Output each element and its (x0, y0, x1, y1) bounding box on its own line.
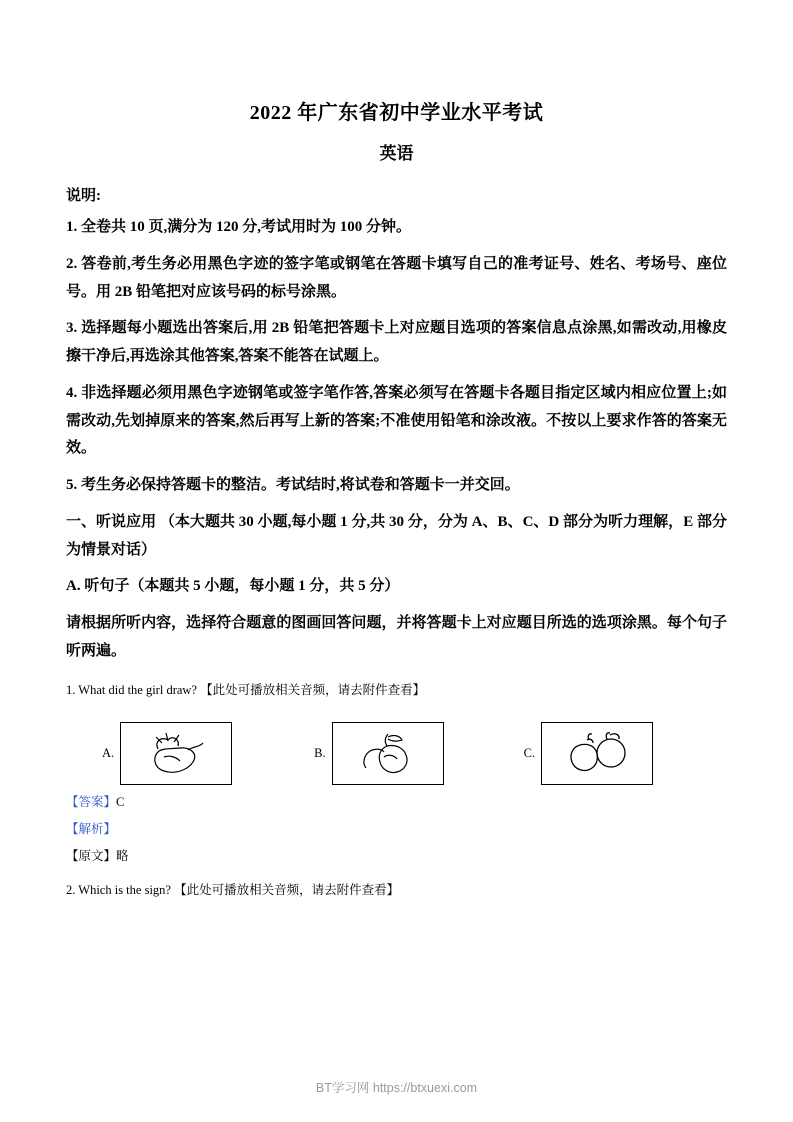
original-label: 【原文】 (66, 848, 117, 863)
option-a-label: A. (102, 745, 115, 760)
page-title: 2022 年广东省初中学业水平考试 (249, 102, 544, 124)
question-1-option-b[interactable] (314, 722, 443, 785)
instruction-item-5: 5. 考生务必保持答题卡的整洁。考试结时,将试卷和答题卡一并交回。 (66, 477, 520, 493)
question-2-stem: 2. Which is the sign? (66, 882, 171, 897)
instruction-item-1: 1. 全卷共 10 页,满分为 120 分,考试用时为 100 分钟。 (66, 219, 412, 235)
option-c-label: C. (523, 745, 536, 760)
answer-value: C (116, 794, 125, 809)
pear-picture (332, 722, 444, 785)
answer-label: 【答案】 (66, 794, 117, 809)
page-subtitle: 英语 (379, 144, 414, 163)
part-a-heading: A. 听句子（本题共 5 小题，每小题 1 分，共 5 分） (66, 578, 400, 595)
original-value: 略 (116, 848, 129, 863)
eggplant-picture (120, 722, 232, 785)
instructions-heading: 说明: (66, 188, 101, 204)
apples-picture (541, 722, 653, 785)
question-1-original (66, 846, 727, 866)
part-a-directions: 请根据所听内容，选择符合题意的图画回答问题，并将答题卡上对应题目所选的选项涂黑。每个句子听两遍。 (66, 615, 727, 659)
question-1-text (66, 680, 727, 700)
question-1-analysis-label: 【解析】 (66, 821, 117, 836)
option-b-label: B. (314, 745, 326, 760)
instruction-item-3: 3. 选择题每小题选出答案后,用 2B 铅笔把答题卡上对应题目选项的答案信息点涂黑,如需改动,用橡皮擦干净后,再选涂其他答案,答案不能答在试题上。 (66, 320, 727, 364)
instruction-item-2: 2. 答卷前,考生务必用黑色字迹的签字笔或钢笔在答题卡填写自己的准考证号、姓名、考场号、座位号。用 2B 铅笔把对应该号码的标号涂黑。 (66, 255, 727, 300)
section-one-heading: 一、听说应用 （本大题共 30 小题,每小题 1 分,共 30 分，分为 A、B、C、D 部分为听力理解，E 部分为情景对话） (66, 513, 727, 558)
instruction-item-4: 4. 非选择题必须用黑色字迹钢笔或签字笔作答,答案必须写在答题卡各题目指定区域内相应位置上;如需改动,先划掉原来的答案,然后再写上新的答案;不准使用铅笔和涂改液。不按以上要求作答的答案无效。 (66, 384, 727, 457)
watermark: BT学习网 https://btxuexi.com (315, 1081, 478, 1095)
question-1-answer (66, 792, 727, 812)
question-1-option-c[interactable] (524, 722, 653, 785)
question-1-option-a[interactable] (102, 722, 232, 785)
question-1-options (66, 722, 727, 785)
question-1-stem: 1. What did the girl draw? (66, 682, 197, 697)
question-2-text (66, 880, 727, 900)
question-1-audio-note: 【此处可播放相关音频，请去附件查看】 (200, 682, 426, 697)
question-2-audio-note: 【此处可播放相关音频，请去附件查看】 (174, 882, 400, 897)
